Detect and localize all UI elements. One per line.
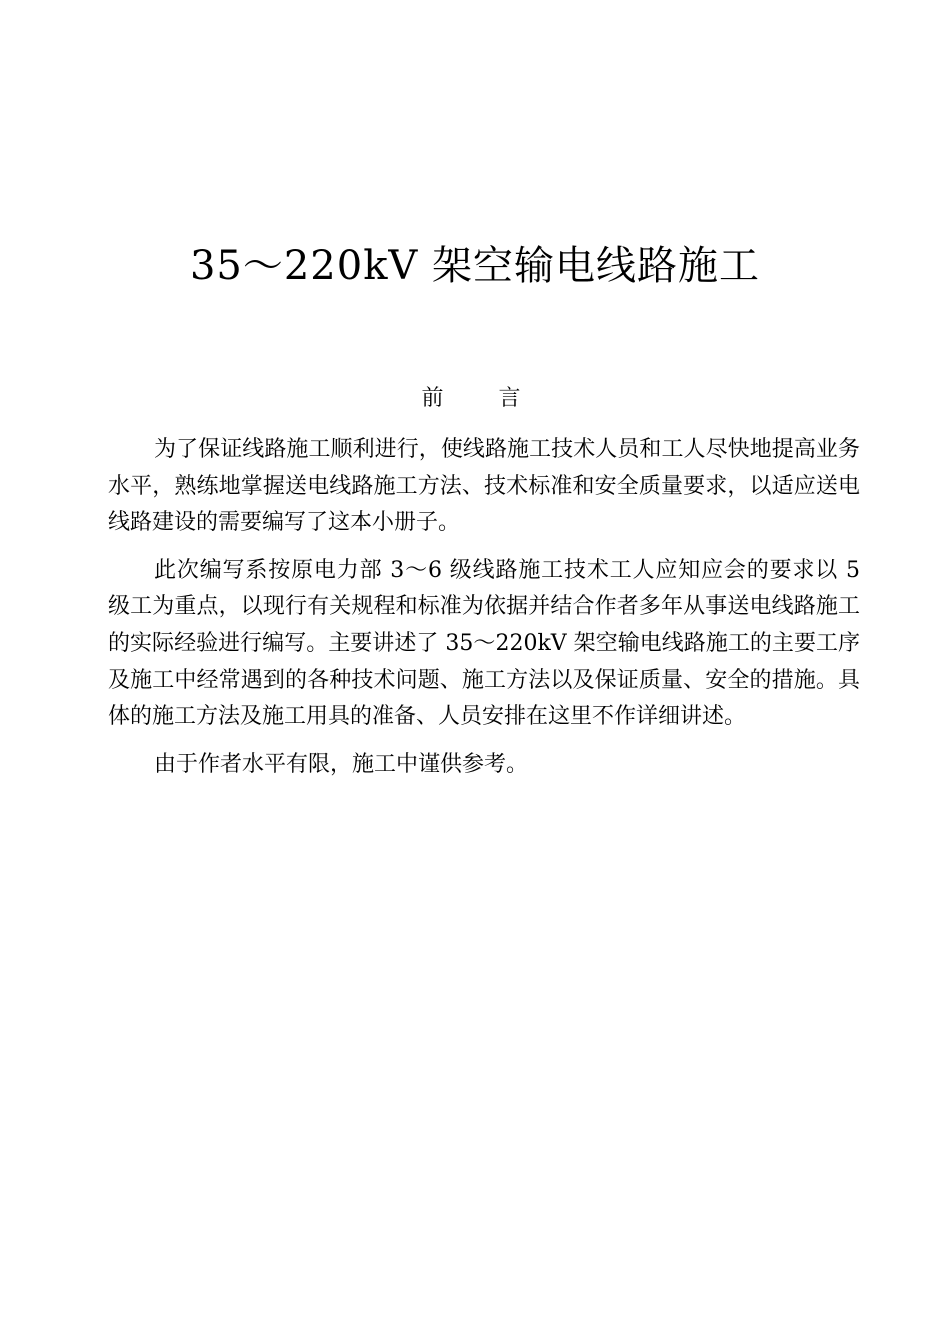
document-title: 35～220kV 架空输电线路施工 bbox=[189, 243, 761, 289]
preface-paragraph-1: 为了保证线路施工顺利进行，使线路施工技术人员和工人尽快地提高业务水平，熟练地掌握送电线路施工方法、技术标准和安全质量要求，以适应送电线路建设的需要编写了这本小册子。 bbox=[108, 437, 860, 536]
preface-paragraph-3: 由于作者水平有限，施工中谨供参考。 bbox=[154, 751, 529, 777]
preface-heading: 前 言 bbox=[421, 386, 545, 411]
preface-body bbox=[108, 432, 860, 794]
preface-paragraph-2: 此次编写系按原电力部 3～6 级线路施工技术工人应知应会的要求以 5 级工为重点，以现行有关规程和标准为依据并结合作者多年从事送电线路施工的实际经验进行编写。主要讲述了 35～220kV 架空输电线路施工的主要工序及施工中经常遇到的各种技术问题、施工方法以及保证质量、安全的措施。具体的施工方法及施工用具的准备、人员安排在这里不作详细讲述。 bbox=[108, 557, 860, 730]
